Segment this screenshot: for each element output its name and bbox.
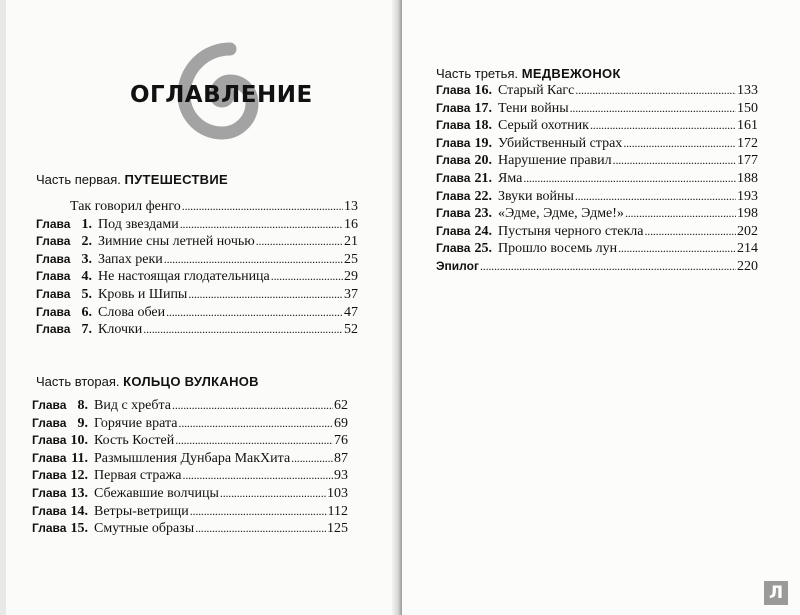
part-three-list — [436, 82, 758, 276]
chapter-number: 17. — [474, 100, 492, 116]
dot-leader — [618, 240, 736, 258]
page-number: 150 — [737, 100, 758, 116]
toc-heading-block — [120, 40, 320, 150]
part-label: Часть первая. — [36, 172, 121, 187]
page-number: 161 — [737, 118, 758, 134]
page-number: 220 — [737, 258, 758, 274]
dot-leader — [590, 117, 736, 135]
chapter-title: Старый Кагс — [498, 83, 575, 98]
chapter-title: Клочки — [98, 322, 143, 338]
toc-entry — [32, 450, 348, 468]
chapter-title: Прошло восемь лун — [498, 241, 618, 257]
page-number: 13 — [344, 199, 358, 214]
chapter-title: Убийственный страх — [498, 135, 623, 151]
part-two-list — [32, 397, 348, 538]
toc-entry — [436, 223, 758, 241]
page-number: 112 — [327, 503, 348, 519]
chapter-number: 23. — [474, 206, 492, 222]
page-number: 52 — [344, 322, 358, 338]
toc-entry — [36, 251, 358, 269]
page-number: 29 — [344, 269, 358, 285]
part-one-title — [36, 172, 228, 187]
dot-leader — [188, 286, 343, 304]
chapter-prefix: Глава — [436, 135, 471, 150]
dot-leader — [220, 485, 326, 503]
page-number: 193 — [737, 188, 758, 204]
dot-leader — [182, 198, 343, 216]
part-two-title — [36, 374, 259, 389]
page-number: 37 — [344, 286, 358, 302]
chapter-number: 8. — [77, 398, 88, 413]
chapter-prefix: Глава — [36, 251, 71, 266]
dot-leader — [256, 233, 343, 251]
page-number: 47 — [344, 304, 358, 320]
chapter-prefix: Эпилог — [436, 258, 479, 273]
chapter-prefix: Глава — [436, 118, 471, 133]
dot-leader — [271, 268, 343, 286]
toc-entry — [436, 258, 758, 276]
dot-leader — [291, 450, 333, 468]
page-number: 25 — [344, 251, 358, 267]
dot-leader — [183, 467, 333, 485]
toc-entry — [36, 198, 358, 216]
chapter-prefix: Глава — [36, 322, 71, 337]
toc-entry — [436, 188, 758, 206]
chapter-prefix: Глава — [436, 83, 471, 97]
dot-leader — [623, 135, 736, 153]
chapter-title: Серый охотник — [498, 118, 589, 134]
chapter-number: 15. — [70, 521, 88, 537]
chapter-number: 2. — [81, 234, 92, 250]
chapter-title: Зимние сны летней ночью — [98, 234, 255, 250]
chapter-title: Так говорил фенго — [70, 199, 181, 214]
chapter-title: Кость Костей — [94, 433, 175, 449]
chapter-title: Не настоящая глодательница — [98, 269, 270, 285]
toc-entry — [436, 170, 758, 188]
chapter-title: Пустыня черного стекла — [498, 223, 644, 239]
chapter-title: Кровь и Шипы — [98, 286, 188, 302]
toc-entry — [436, 240, 758, 258]
chapter-prefix: Глава — [436, 153, 471, 168]
part-one-list — [36, 198, 358, 339]
dot-leader — [523, 170, 736, 188]
page-number: 76 — [334, 433, 348, 449]
part-three-title — [436, 66, 621, 81]
toc-entry — [36, 216, 358, 234]
publisher-watermark-icon: Л — [764, 581, 788, 605]
chapter-prefix: Глава — [436, 100, 471, 115]
chapter-title: Под звездами — [98, 216, 179, 232]
toc-entry — [32, 485, 348, 503]
chapter-number: 24. — [474, 223, 492, 239]
chapter-number: 9. — [77, 415, 88, 431]
toc-entry — [32, 503, 348, 521]
page-edge — [0, 0, 6, 615]
chapter-number: 1. — [81, 216, 92, 232]
part-label: Часть третья. — [436, 66, 519, 81]
part-name: КОЛЬЦО ВУЛКАНОВ — [123, 374, 259, 389]
chapter-title: Нарушение правил — [498, 153, 612, 169]
dot-leader — [143, 321, 343, 339]
page-number: 103 — [327, 485, 348, 501]
dot-leader — [164, 251, 343, 269]
toc-entry — [36, 321, 358, 339]
chapter-number: 7. — [81, 322, 92, 338]
chapter-title: Ветры-ветрищи — [94, 503, 189, 519]
chapter-number: 10. — [70, 433, 88, 449]
chapter-prefix: Глава — [36, 234, 71, 249]
dot-leader — [195, 520, 326, 538]
page-number: 133 — [737, 83, 758, 98]
chapter-prefix: Глава — [32, 450, 67, 465]
dot-leader — [570, 100, 736, 118]
chapter-prefix: Глава — [32, 503, 67, 518]
dot-leader — [179, 415, 333, 433]
dot-leader — [175, 432, 333, 450]
toc-entry — [32, 520, 348, 538]
page-number: 172 — [737, 135, 758, 151]
page-number: 202 — [737, 223, 758, 239]
chapter-prefix: Глава — [436, 188, 471, 203]
chapter-title: Звуки войны — [498, 188, 574, 204]
chapter-number: 13. — [70, 485, 88, 501]
chapter-prefix: Глава — [32, 415, 67, 430]
chapter-number: 22. — [474, 188, 492, 204]
chapter-prefix: Глава — [36, 286, 71, 301]
chapter-prefix: Глава — [32, 485, 67, 500]
toc-entry — [436, 205, 758, 223]
chapter-number: 14. — [70, 503, 88, 519]
page-title: ОГЛАВЛЕНИЕ — [130, 82, 313, 108]
chapter-number: 11. — [71, 450, 88, 466]
chapter-prefix: Глава — [32, 521, 67, 536]
chapter-prefix: Глава — [32, 433, 67, 448]
chapter-title: Тени войны — [498, 100, 569, 116]
page-number: 69 — [334, 415, 348, 431]
toc-entry — [436, 152, 758, 170]
dot-leader — [644, 223, 736, 241]
chapter-title: Запах реки — [98, 251, 163, 267]
chapter-prefix: Глава — [36, 304, 71, 319]
chapter-title: Слова обеи — [98, 304, 166, 320]
chapter-prefix: Глава — [36, 269, 71, 284]
page-number: 93 — [334, 468, 348, 484]
page-number: 177 — [737, 153, 758, 169]
chapter-title: Яма — [498, 170, 523, 186]
chapter-prefix: Глава — [32, 468, 67, 483]
dot-leader — [613, 152, 736, 170]
page-number: 125 — [327, 521, 348, 537]
chapter-number: 18. — [474, 118, 492, 134]
toc-entry — [436, 100, 758, 118]
dot-leader — [575, 82, 736, 100]
dot-leader — [625, 205, 736, 223]
toc-entry — [436, 135, 758, 153]
dot-leader — [480, 258, 736, 276]
chapter-title: Смутные образы — [94, 521, 195, 537]
chapter-number: 4. — [81, 269, 92, 285]
right-page — [402, 0, 800, 615]
dot-leader — [166, 304, 343, 322]
toc-entry — [36, 286, 358, 304]
page-number: 16 — [344, 216, 358, 232]
chapter-title: Сбежавшие волчицы — [94, 485, 219, 501]
part-label: Часть вторая. — [36, 374, 120, 389]
toc-entry — [36, 268, 358, 286]
chapter-title: Первая стража — [94, 468, 182, 484]
toc-entry — [32, 415, 348, 433]
dot-leader — [172, 397, 333, 415]
chapter-number: 16. — [474, 83, 492, 98]
toc-entry — [32, 467, 348, 485]
chapter-title: Вид с хребта — [94, 398, 172, 413]
chapter-prefix: Глава — [36, 216, 71, 231]
chapter-prefix: Глава — [436, 170, 471, 185]
part-name: МЕДВЕЖОНОК — [521, 66, 621, 81]
part-name: ПУТЕШЕСТВИЕ — [124, 172, 228, 187]
page-number: 21 — [344, 234, 358, 250]
chapter-title: Горячие врата — [94, 415, 178, 431]
page-number: 62 — [334, 398, 348, 413]
dot-leader — [180, 216, 343, 234]
chapter-prefix: Глава — [436, 223, 471, 238]
dot-leader — [190, 503, 327, 521]
page-number: 198 — [737, 206, 758, 222]
toc-entry — [32, 432, 348, 450]
chapter-number: 3. — [81, 251, 92, 267]
chapter-title: «Эдме, Эдме, Эдме!» — [498, 206, 624, 222]
toc-entry — [436, 82, 758, 100]
chapter-number: 25. — [474, 241, 492, 257]
toc-entry — [36, 233, 358, 251]
chapter-prefix: Глава — [32, 398, 67, 412]
chapter-prefix: Глава — [436, 206, 471, 221]
chapter-number: 6. — [81, 304, 92, 320]
left-page — [0, 0, 398, 615]
toc-entry — [32, 397, 348, 415]
chapter-number: 20. — [474, 153, 492, 169]
chapter-number: 5. — [81, 286, 92, 302]
page-number: 188 — [737, 170, 758, 186]
toc-entry — [36, 304, 358, 322]
page-number: 214 — [737, 241, 758, 257]
toc-entry — [436, 117, 758, 135]
chapter-title: Размышления Дунбара МакХита — [94, 450, 291, 466]
chapter-number: 21. — [474, 170, 492, 186]
chapter-prefix: Глава — [436, 241, 471, 256]
page-number: 87 — [334, 450, 348, 466]
chapter-number: 19. — [474, 135, 492, 151]
chapter-number: 12. — [70, 468, 88, 484]
dot-leader — [575, 188, 736, 206]
